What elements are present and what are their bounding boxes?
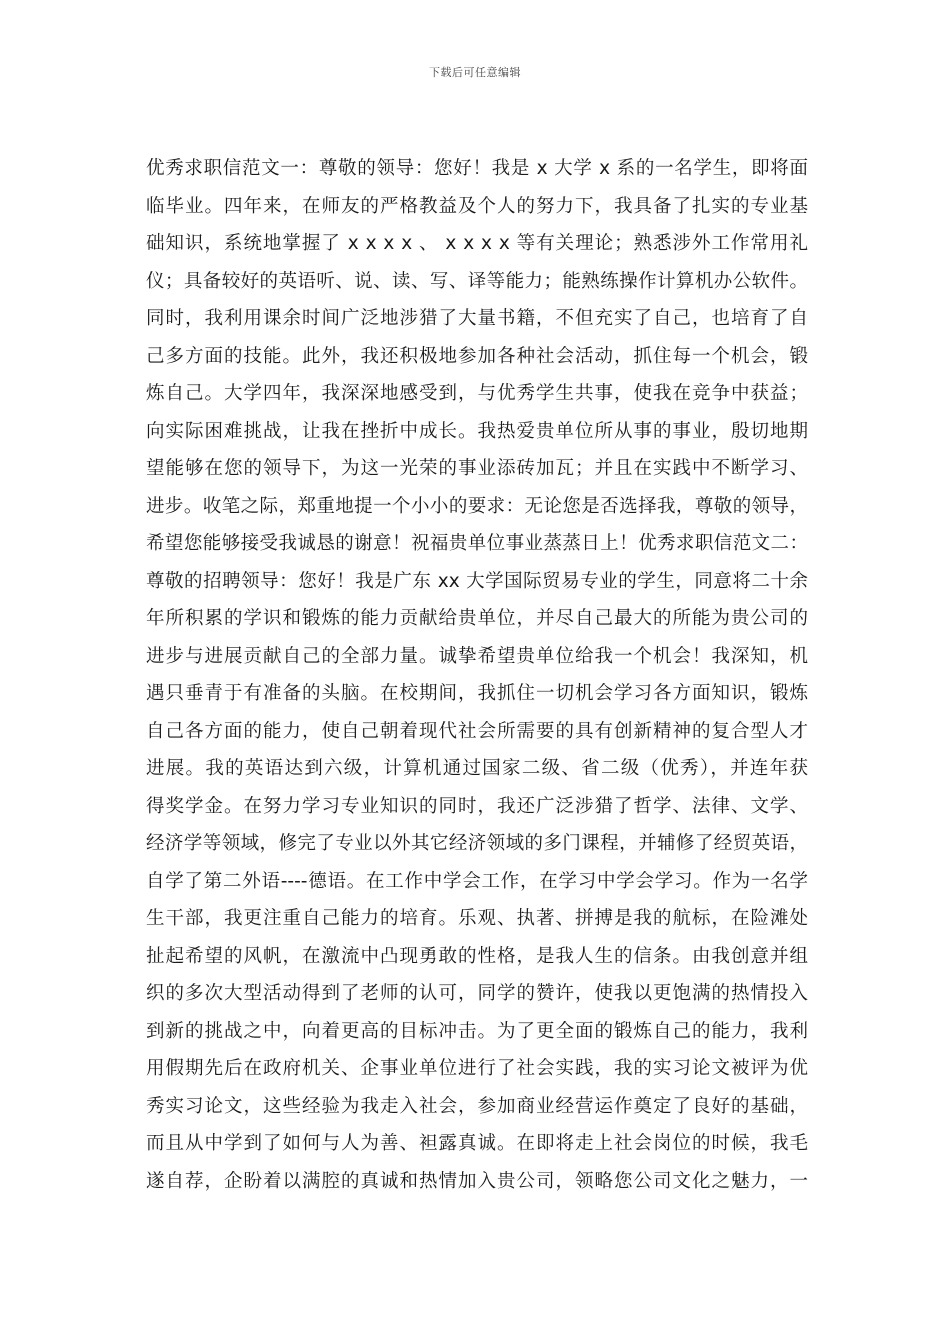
text-line: 同时，我利用课余时间广泛地涉猎了大量书籍，不但充实了自己，也培育了自 (146, 308, 808, 329)
text-line: 年所积累的学识和锻炼的能力贡献给贵单位，并尽自己最大的所能为贵公司的 (146, 608, 808, 629)
text-line: 己多方面的技能。此外，我还积极地参加各种社会活动，抓住每一个机会，锻 (146, 345, 808, 367)
text-line: 进步。收笔之际，郑重地提一个小小的要求：无论您是否选择我，尊敬的领导， (146, 495, 808, 517)
page-header: 下载后可任意编辑 (429, 66, 521, 79)
text-line: 炼自己。大学四年，我深深地感受到，与优秀学生共事，使我在竞争中获益； (146, 383, 808, 404)
text-line: 向实际困难挑战，让我在挫折中成长。我热爱贵单位所从事的事业，殷切地期 (146, 420, 808, 442)
text-line: 织的多次大型活动得到了老师的认可，同学的赞许，使我以更饱满的热情投入 (146, 983, 808, 1004)
text-line: 尊敬的招聘领导：您好！我是广东 xx 大学国际贸易专业的学生，同意将二十余 (146, 570, 808, 592)
text-line: 望能够在您的领导下，为这一光荣的事业添砖加瓦；并且在实践中不断学习、 (146, 458, 808, 479)
text-line: 用假期先后在政府机关、企事业单位进行了社会实践，我的实习论文被评为优 (146, 1058, 808, 1079)
text-line: 希望您能够接受我诚恳的谢意！祝福贵单位事业蒸蒸日上！优秀求职信范文二： (146, 533, 808, 554)
text-line: 秀实习论文，这些经验为我走入社会，参加商业经营运作奠定了良好的基础， (146, 1095, 808, 1117)
text-line: 到新的挑战之中，向着更高的目标冲击。为了更全面的锻炼自己的能力，我利 (146, 1020, 808, 1042)
text-line: 生干部，我更注重自己能力的培育。乐观、执著、拼搏是我的航标，在险滩处 (146, 908, 808, 929)
text-line: 遂自荐，企盼着以满腔的真诚和热情加入贵公司，领略您公司文化之魅力，一 (146, 1170, 808, 1192)
text-line: 遇只垂青于有准备的头脑。在校期间，我抓住一切机会学习各方面知识，锻炼 (146, 683, 808, 704)
document-body (146, 150, 808, 1200)
text-line: 而且从中学到了如何与人为善、袒露真诚。在即将走上社会岗位的时候，我毛 (146, 1133, 808, 1154)
text-line: 优秀求职信范文一：尊敬的领导：您好！我是 x 大学 x 系的一名学生，即将面 (146, 158, 808, 179)
text-line: 经济学等领域，修完了专业以外其它经济领域的多门课程，并辅修了经贸英语， (146, 833, 808, 854)
text-line: 扯起希望的风帆，在激流中凸现勇敢的性格，是我人生的信条。由我创意并组 (146, 945, 808, 967)
text-line: 础知识，系统地掌握了 x x x x 、 x x x x 等有关理论；熟悉涉外工作常用礼 (146, 233, 808, 254)
text-line: 进步与进展贡献自己的全部力量。诚挚希望贵单位给我一个机会！我深知，机 (146, 645, 808, 667)
text-line: 自学了第二外语----德语。在工作中学会工作，在学习中学会学习。作为一名学 (146, 870, 808, 892)
text-line: 临毕业。四年来，在师友的严格教益及个人的努力下，我具备了扎实的专业基 (146, 195, 808, 217)
text-line: 自己各方面的能力，使自己朝着现代社会所需要的具有创新精神的复合型人才 (146, 720, 808, 742)
text-line: 得奖学金。在努力学习专业知识的同时，我还广泛涉猎了哲学、法律、文学、 (146, 795, 808, 817)
text-line: 仪；具备较好的英语听、说、读、写、译等能力；能熟练操作计算机办公软件。 (146, 270, 808, 292)
text-line: 进展。我的英语达到六级，计算机通过国家二级、省二级（优秀），并连年获 (146, 758, 808, 779)
